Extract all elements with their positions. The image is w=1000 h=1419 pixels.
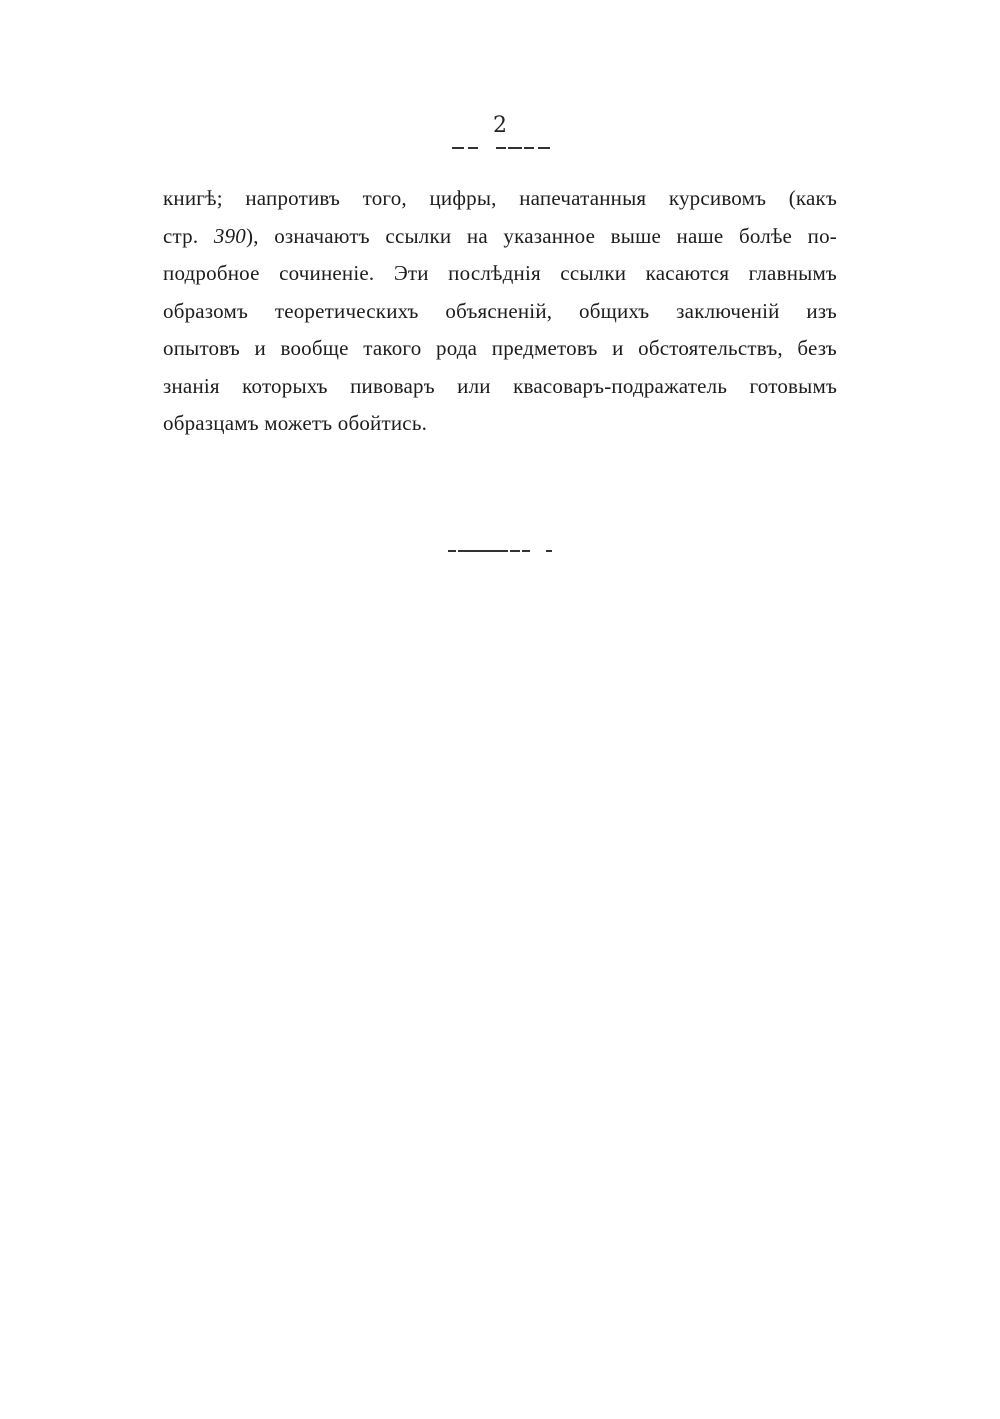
end-rule [448,549,558,553]
italic-page-ref: 390 [213,223,246,248]
text-line-2 [163,218,837,256]
header-rule [452,146,552,150]
page-number: 2 [493,113,507,138]
text-line-2-rest: ), означаютъ ссылки на указанное выше наше болѣе по- [246,223,837,248]
text-line-4: образомъ теоретическихъ объясненій, общихъ заключеній изъ [163,298,837,323]
text-line-1: книгѣ; напротивъ того, цифры, напечатанныя курсивомъ (какъ [163,186,837,210]
text-line-3: подробное сочиненіе. Эти послѣднія ссылки касаются главнымъ [163,261,837,285]
text-line-2-start: стр. [163,223,214,248]
text-line-6: знанія которыхъ пивоваръ или квасоваръ-подражатель готовымъ [163,373,837,398]
text-line-7: образцамъ можетъ обойтись. [163,411,428,435]
body-paragraph [163,180,837,443]
text-line-5: опытовъ и вообще такого рода предметовъ и обстоятельствъ, безъ [163,336,837,360]
